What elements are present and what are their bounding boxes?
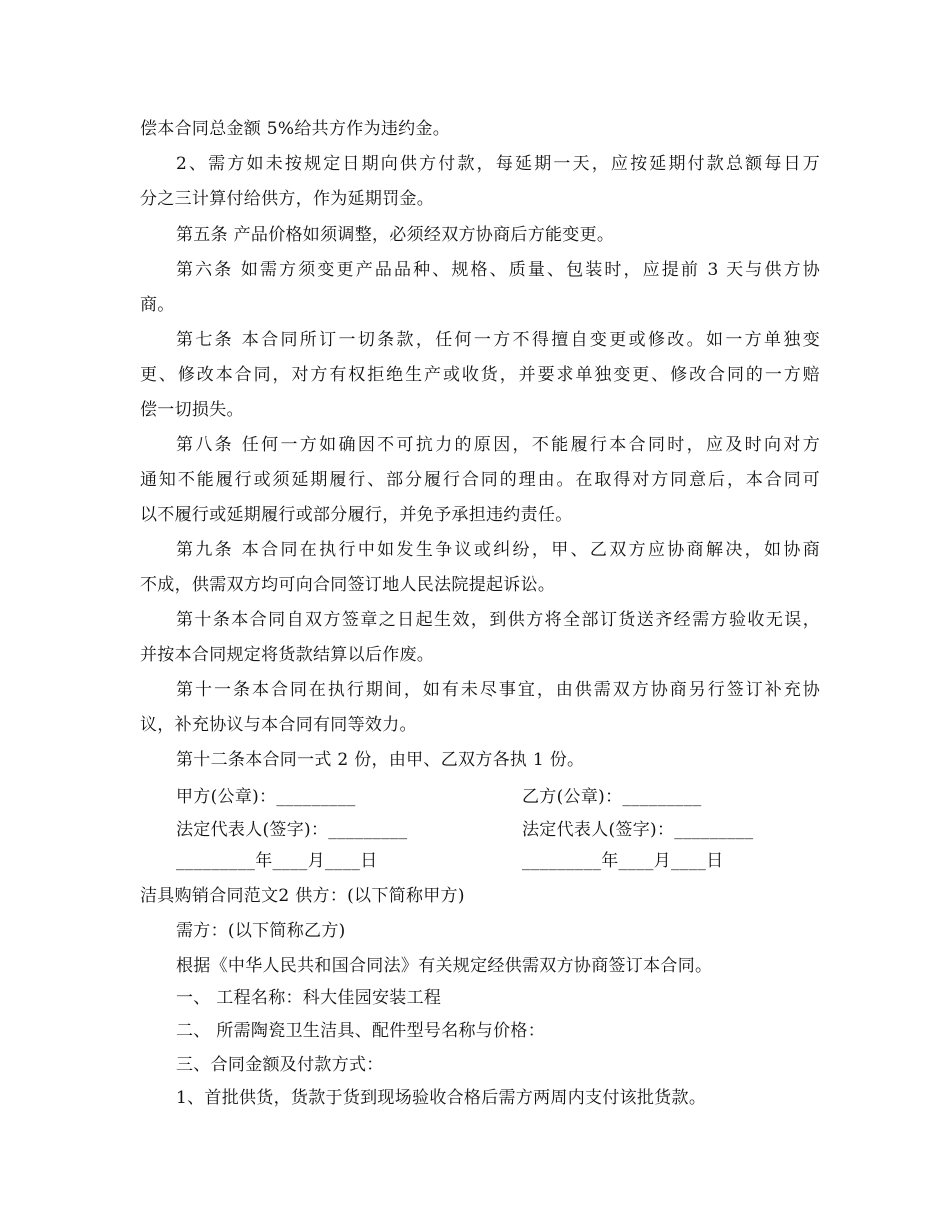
text-line-18: 议，补充协议与本合同有同等效力。 [140, 715, 417, 735]
clause-11: 第十一条本合同在执行期间，如有未尽事宜，由供需双方协商另行签订补充协 [176, 680, 820, 700]
second-contract-line-1: 需方：(以下简称乙方) [176, 921, 346, 941]
text-line-11: 通知不能履行或须延期履行、部分履行合同的理由。在取得对方同意后，本合同可 [140, 470, 820, 490]
text-line-6: 商。 [140, 295, 175, 315]
text-line-12: 以不履行或延期履行或部分履行，并免予承担违约责任。 [140, 505, 573, 525]
second-contract-line-6: 1、首批供货，货款于货到现场验收合格后需方两周内支付该批货款。 [176, 1088, 707, 1108]
party-b-seal-line: 乙方(公章)：_________ [522, 787, 702, 807]
clause-10: 第十条本合同自双方签章之日起生效，到供方将全部订货送齐经需方验收无误， [176, 610, 820, 630]
party-a-rep-line: 法定代表人(签字)：_________ [176, 820, 408, 840]
second-contract-line-2: 根据《中华人民共和国合同法》有关规定经供需双方协商签订本合同。 [176, 956, 713, 976]
text-line-2: 2、需方如未按规定日期向供方付款，每延期一天，应按延期付款总额每日万 [176, 154, 820, 174]
text-line-3: 分之三计算付给供方，作为延期罚金。 [140, 189, 435, 209]
clause-5: 第五条 产品价格如须调整，必须经双方协商后方能变更。 [176, 225, 615, 245]
text-line-1: 偿本合同总金额 5%给共方作为违约金。 [140, 119, 451, 139]
clause-7: 第七条 本合同所订一切条款，任何一方不得擅自变更或修改。如一方单独变 [176, 330, 820, 350]
clause-12: 第十二条本合同一式 2 份，由甲、乙双方各执 1 份。 [176, 750, 585, 770]
text-line-9: 偿一切损失。 [140, 400, 244, 420]
second-contract-line-3: 一、 工程名称：科大佳园安装工程 [176, 988, 442, 1008]
party-b-date-line: _________年____月____日 [522, 851, 724, 871]
clause-6: 第六条 如需方须变更产品品种、规格、质量、包装时，应提前 3 天与供方协 [176, 260, 820, 280]
text-line-14: 不成，供需双方均可向合同签订地人民法院提起诉讼。 [140, 575, 556, 595]
clause-8: 第八条 任何一方如确因不可抗力的原因，不能履行本合同时，应及时向对方 [176, 435, 820, 455]
text-line-16: 并按本合同规定将货款结算以后作废。 [140, 645, 435, 665]
clause-9: 第九条 本合同在执行中如发生争议或纠纷，甲、乙双方应协商解决，如协商 [176, 540, 820, 560]
second-contract-line-4: 二、 所需陶瓷卫生洁具、配件型号名称与价格： [176, 1021, 546, 1041]
second-contract-line-5: 三、合同金额及付款方式： [176, 1055, 384, 1075]
party-a-seal-line: 甲方(公章)：_________ [176, 787, 356, 807]
party-a-date-line: _________年____月____日 [176, 851, 378, 871]
text-line-8: 更、修改本合同，对方有权拒绝生产或收货，并要求单独变更、修改合同的一方赔 [140, 365, 820, 385]
party-b-rep-line: 法定代表人(签字)：_________ [522, 820, 754, 840]
second-contract-title: 洁具购销合同范文2 供方：(以下简称甲方) [140, 886, 465, 906]
